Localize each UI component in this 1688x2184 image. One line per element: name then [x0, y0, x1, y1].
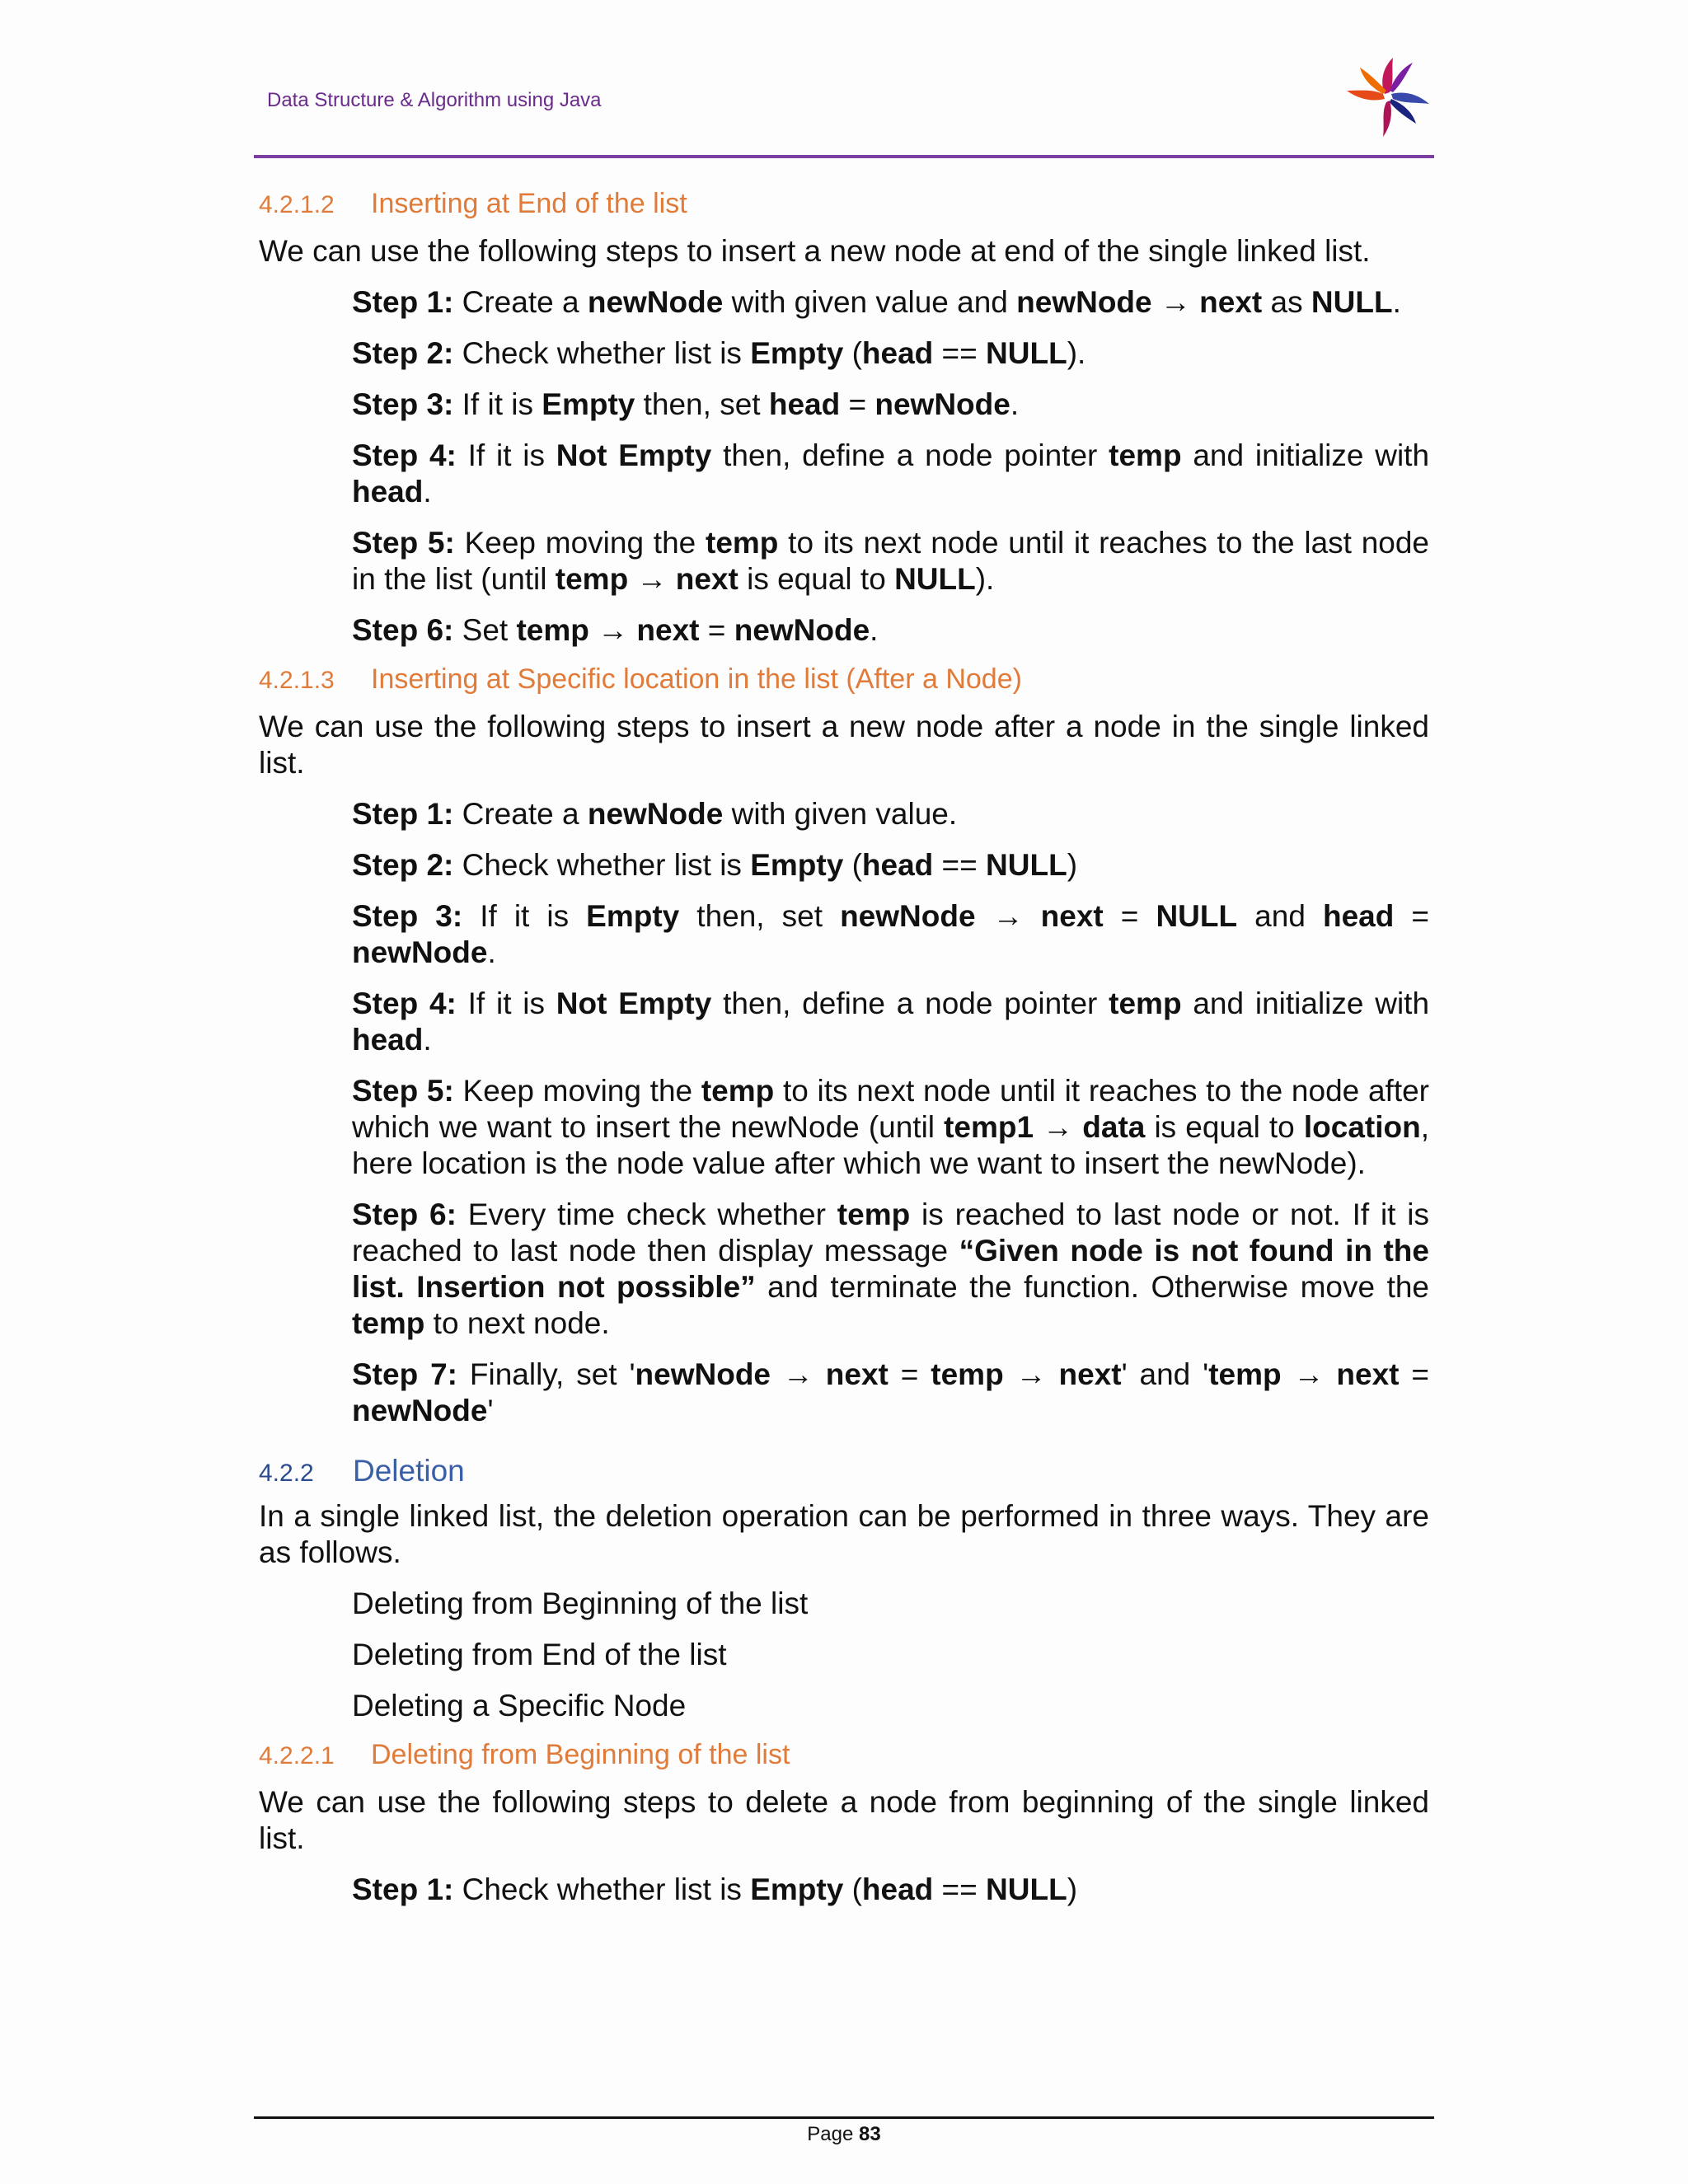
list-item: Deleting from End of the list — [352, 1638, 727, 1671]
section-intro: We can use the following steps to insert a new node at end of the single linked list. — [259, 234, 1371, 268]
section-number: 4.2.2.1 — [259, 1742, 335, 1769]
list-item: Deleting from Beginning of the list — [352, 1586, 809, 1620]
list-item: Deleting a Specific Node — [352, 1689, 687, 1722]
step-item: Step 6: Every time check whether temp is reached to last node or not. If it is reached to last node then display message “Given node is not found in the list. Insertion not possible” and terminate the function. Otherwise move the temp to next node. — [352, 1197, 1430, 1340]
page-content — [259, 183, 1429, 1923]
section-intro: We can use the following steps to delete a node from beginning of the single linked list. — [259, 1785, 1429, 1855]
step-item: Step 1: Check whether list is Empty (head == NULL) — [352, 1872, 1078, 1906]
header-divider — [254, 155, 1434, 158]
step-item: Step 5: Keep moving the temp to its next node until it reaches to the last node in the list (until temp → next is equal to NULL). — [352, 526, 1430, 596]
page-number: 83 — [859, 2123, 881, 2145]
page-footer — [0, 2123, 1688, 2146]
step-item: Step 3: If it is Empty then, set head = newNode. — [352, 387, 1020, 421]
running-header-title: Data Structure & Algorithm using Java — [267, 89, 602, 111]
page-label: Page — [807, 2123, 854, 2145]
steps-list — [259, 796, 1429, 1429]
step-item: Step 1: Create a newNode with given value and newNode → next as NULL. — [352, 285, 1401, 319]
section-heading-insert-end — [259, 188, 1429, 220]
step-item: Step 6: Set temp → next = newNode. — [352, 613, 879, 647]
footer-divider — [254, 2116, 1434, 2119]
step-item: Step 2: Check whether list is Empty (head == NULL). — [352, 336, 1086, 370]
steps-list — [259, 284, 1429, 649]
section-number: 4.2.1.2 — [259, 191, 335, 218]
steps-list — [259, 1872, 1429, 1908]
step-item: Step 3: If it is Empty then, set newNode → next = NULL and head = newNode. — [352, 899, 1429, 969]
section-title: Inserting at End of the list — [371, 188, 687, 219]
step-item: Step 1: Create a newNode with given value. — [352, 797, 958, 831]
section-heading-insert-specific — [259, 663, 1429, 696]
section-intro: In a single linked list, the deletion operation can be performed in three ways. They are as follows. — [259, 1499, 1429, 1569]
section-number: 4.2.2 — [259, 1460, 314, 1487]
section-heading-deletion — [259, 1454, 1429, 1488]
publisher-logo-icon — [1342, 51, 1434, 140]
step-item: Step 5: Keep moving the temp to its next node until it reaches to the node after which we want to insert the newNode (until temp1 → data is equal to location, here location is the node value after which we want to insert the newNode). — [352, 1074, 1429, 1180]
section-title: Deletion — [353, 1454, 465, 1488]
section-heading-delete-beginning — [259, 1739, 1429, 1771]
step-item: Step 7: Finally, set 'newNode → next = temp → next' and 'temp → next = newNode' — [352, 1357, 1430, 1427]
section-intro: We can use the following steps to insert a new node after a node in the single linked list. — [259, 710, 1429, 780]
step-item: Step 4: If it is Not Empty then, define a node pointer temp and initialize with head. — [352, 987, 1430, 1057]
step-item: Step 4: If it is Not Empty then, define a node pointer temp and initialize with head. — [352, 438, 1430, 509]
step-item: Step 2: Check whether list is Empty (head == NULL) — [352, 848, 1078, 882]
section-title: Inserting at Specific location in the list (After a Node) — [371, 663, 1022, 695]
section-number: 4.2.1.3 — [259, 667, 335, 694]
section-title: Deleting from Beginning of the list — [371, 1739, 790, 1770]
